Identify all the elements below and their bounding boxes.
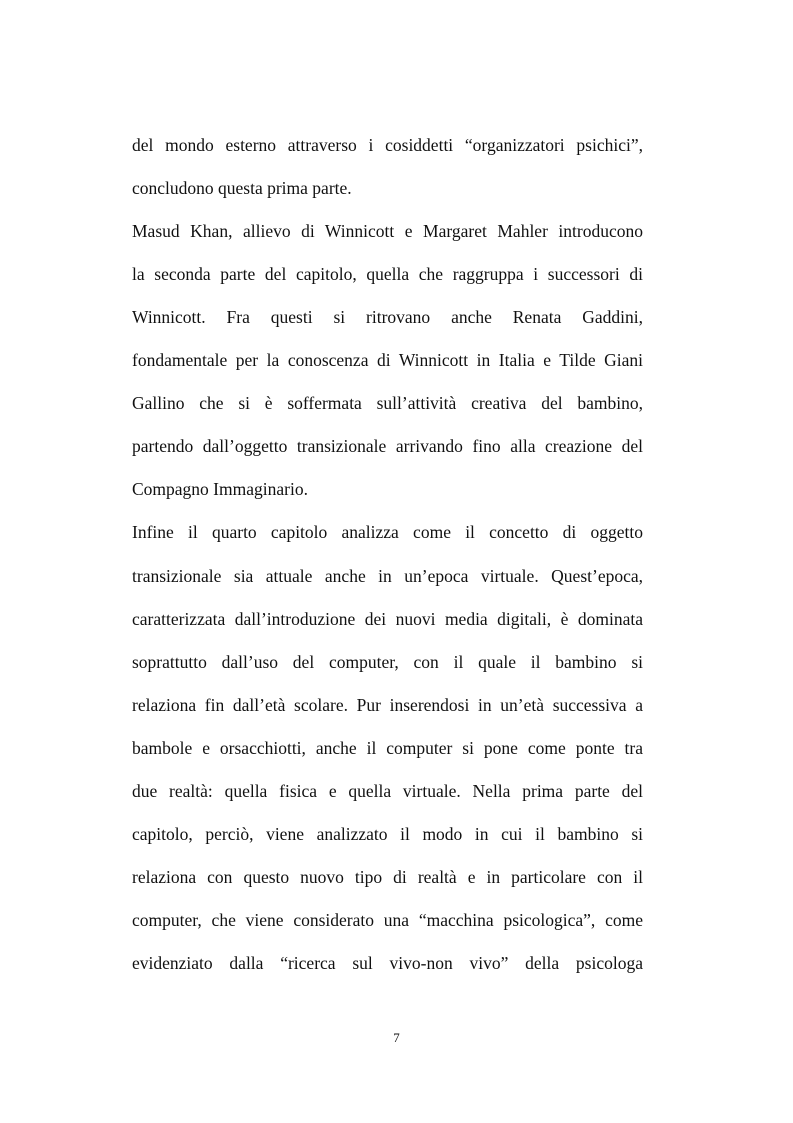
paragraph-3-line-11: evidenziato dalla “ricerca sul vivo-non vivo” della psicologa (132, 953, 643, 973)
paragraph-1-line-2: concludono questa prima parte. (132, 178, 352, 198)
paragraph-3-line-9: relaziona con questo nuovo tipo di realtà e in particolare con il (132, 867, 643, 887)
paragraph-3-line-2: transizionale sia attuale anche in un’epoca virtuale. Quest’epoca, (132, 566, 643, 586)
paragraph-1-line-1: del mondo esterno attraverso i cosiddetti “organizzatori psichici”, (132, 135, 643, 155)
paragraph-3-line-3: caratterizzata dall’introduzione dei nuovi media digitali, è dominata (132, 609, 643, 629)
paragraph-3-line-10: computer, che viene considerato una “macchina psicologica”, come (132, 910, 643, 930)
paragraph-3-line-1: Infine il quarto capitolo analizza come il concetto di oggetto (132, 522, 643, 542)
page-number: 7 (393, 1030, 400, 1045)
paragraph-2-line-6: partendo dall’oggetto transizionale arrivando fino alla creazione del (132, 436, 643, 456)
paragraph-2-line-2: la seconda parte del capitolo, quella che raggruppa i successori di (132, 264, 643, 284)
paragraph-3-line-7: due realtà: quella fisica e quella virtuale. Nella prima parte del (132, 781, 643, 801)
paragraph-3-line-5: relaziona fin dall’età scolare. Pur inserendosi in un’età successiva a (132, 695, 643, 715)
paragraph-2-line-7: Compagno Immaginario. (132, 479, 308, 499)
paragraph-2-line-3: Winnicott. Fra questi si ritrovano anche Renata Gaddini, (132, 307, 643, 327)
paragraph-2-line-4: fondamentale per la conoscenza di Winnicott in Italia e Tilde Giani (132, 350, 643, 370)
paragraph-3-line-4: soprattutto dall’uso del computer, con il quale il bambino si (132, 652, 643, 672)
paragraph-2-line-5: Gallino che si è soffermata sull’attività creativa del bambino, (132, 393, 643, 413)
paragraph-3-line-8: capitolo, perciò, viene analizzato il modo in cui il bambino si (132, 824, 643, 844)
paragraph-2-line-1: Masud Khan, allievo di Winnicott e Margaret Mahler introducono (132, 221, 643, 241)
paragraph-3-line-6: bambole e orsacchiotti, anche il computer si pone come ponte tra (132, 738, 643, 758)
